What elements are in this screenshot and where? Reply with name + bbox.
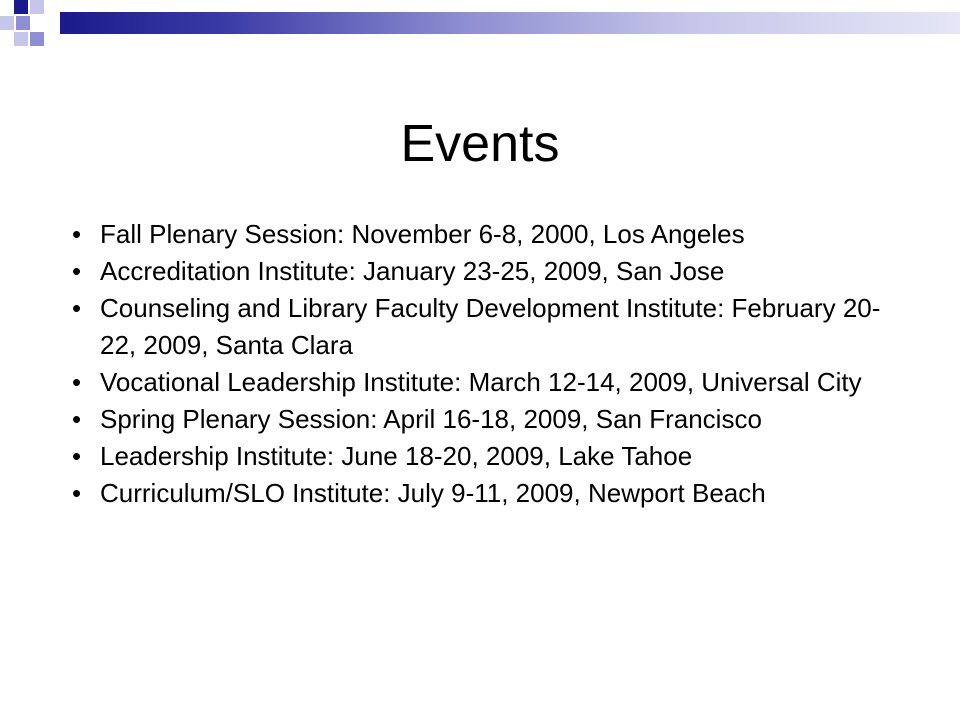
square-mid xyxy=(30,32,44,46)
event-text: Accreditation Institute: January 23-25, 2009, San Jose xyxy=(100,256,725,286)
events-list xyxy=(72,216,912,512)
square-light xyxy=(0,16,14,30)
bullet-icon: • xyxy=(72,293,82,323)
slide-title: Events xyxy=(400,115,560,173)
list-item xyxy=(72,401,912,438)
list-item xyxy=(72,290,912,364)
square-light xyxy=(30,0,44,14)
bullet-icon: • xyxy=(72,404,82,434)
event-text: Leadership Institute: June 18-20, 2009, Lake Tahoe xyxy=(100,441,693,471)
square-light xyxy=(14,32,28,46)
list-item xyxy=(72,216,912,253)
bullet-icon: • xyxy=(72,219,82,249)
event-text: Fall Plenary Session: November 6-8, 2000, Los Angeles xyxy=(100,219,745,249)
square-dark xyxy=(14,0,28,14)
bullet-icon: • xyxy=(72,441,82,471)
list-item xyxy=(72,438,912,475)
event-text: Counseling and Library Faculty Development Institute: February 20-22, 2009, Santa Clara xyxy=(100,293,881,360)
bullet-icon: • xyxy=(72,367,82,397)
event-text: Curriculum/SLO Institute: July 9-11, 2009, Newport Beach xyxy=(100,478,766,508)
header-gradient-bar xyxy=(60,12,960,34)
bullet-icon: • xyxy=(72,478,82,508)
event-text: Vocational Leadership Institute: March 12-14, 2009, Universal City xyxy=(100,367,862,397)
square-mid xyxy=(16,16,30,30)
list-item xyxy=(72,475,912,512)
list-item xyxy=(72,364,912,401)
event-text: Spring Plenary Session: April 16-18, 2009, San Francisco xyxy=(100,404,762,434)
bullet-icon: • xyxy=(72,256,82,286)
list-item xyxy=(72,253,912,290)
